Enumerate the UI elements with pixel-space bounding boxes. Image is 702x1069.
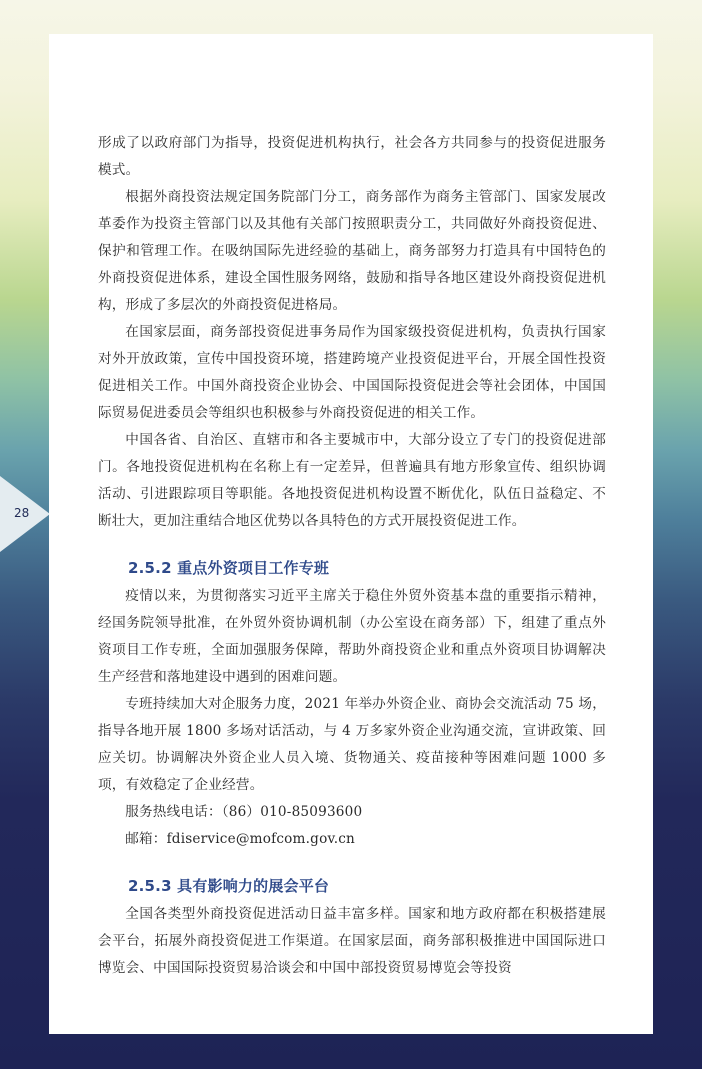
section-heading-2-5-2: 2.5.2 重点外资项目工作专班	[128, 559, 330, 577]
document-body	[98, 130, 606, 982]
paragraph: 根据外商投资法规定国务院部门分工，商务部作为商务主管部门、国家发展改革委作为投资主管部门以及其他有关部门按照职责分工，共同做好外商投资促进、保护和管理工作。在吸纳国际先进经验的基础上，商务部努力打造具有中国特色的外商投资促进体系，建设全国性服务网络，鼓励和指导各地区建设外商投资促进机构，形成了多层次的外商投资促进格局。	[98, 189, 606, 313]
paragraph: 形成了以政府部门为指导，投资促进机构执行，社会各方共同参与的投资促进服务模式。	[98, 135, 606, 178]
page-number: 28	[14, 506, 30, 520]
paragraph: 中国各省、自治区、直辖市和各主要城市中，大部分设立了专门的投资促进部门。各地投资促进机构在名称上有一定差异，但普遍具有地方形象宣传、组织协调活动、引进跟踪项目等职能。各地投资促进机构设置不断优化，队伍日益稳定、不断壮大，更加注重结合地区优势以各具特色的方式开展投资促进工作。	[98, 432, 606, 529]
paragraph: 在国家层面，商务部投资促进事务局作为国家级投资促进机构，负责执行国家对外开放政策，宣传中国投资环境，搭建跨境产业投资促进平台，开展全国性投资促进相关工作。中国外商投资企业协会、中国国际投资促进会等社会团体，中国国际贸易促进委员会等组织也积极参与外商投资促进的相关工作。	[98, 324, 606, 421]
paragraph: 疫情以来，为贯彻落实习近平主席关于稳住外贸外资基本盘的重要指示精神，经国务院领导批准，在外贸外资协调机制（办公室设在商务部）下，组建了重点外资项目工作专班，全面加强服务保障，帮助外商投资企业和重点外资项目协调解决生产经营和落地建设中遇到的困难问题。	[98, 588, 606, 685]
paragraph: 全国各类型外商投资促进活动日益丰富多样。国家和地方政府都在积极搭建展会平台，拓展外商投资促进工作渠道。在国家层面，商务部积极推进中国国际进口博览会、中国国际投资贸易洽谈会和中国中部投资贸易博览会等投资	[98, 906, 606, 976]
section-heading-2-5-3: 2.5.3 具有影响力的展会平台	[128, 877, 330, 895]
email-text: 邮箱：fdiservice@mofcom.gov.cn	[125, 831, 356, 847]
paragraph: 专班持续加大对企服务力度，2021 年举办外资企业、商协会交流活动 75 场，指导各地开展 1800 多场对话活动，与 4 万多家外资企业沟通交流，宣讲政策、回应关切。协调解决外资企业人员入境、货物通关、疫苗接种等困难问题 1000 多项，有效稳定了企业经营。	[98, 696, 606, 793]
hotline-text: 服务热线电话：（86）010-85093600	[125, 804, 363, 820]
